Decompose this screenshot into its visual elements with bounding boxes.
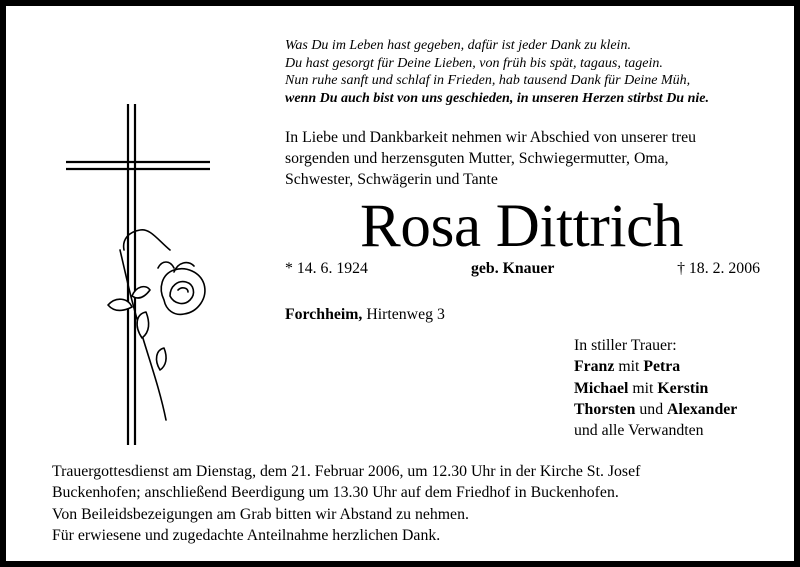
- cross-with-rose-icon: [62, 100, 242, 450]
- maiden-name: geb. Knauer: [471, 260, 555, 277]
- mourner-name: Franz: [574, 358, 615, 376]
- mourner-name: Petra: [643, 358, 681, 376]
- address-street: Hirtenweg 3: [366, 306, 445, 323]
- death-date: † 18. 2. 2006: [677, 260, 760, 277]
- mourner-row: [574, 378, 737, 399]
- mourner-name: Alexander: [667, 400, 738, 418]
- poem-line-bold: wenn Du auch bist von uns geschieden, in unseren Herzen stirbst Du nie.: [285, 90, 709, 106]
- service-info: [52, 461, 640, 546]
- footer-line: Buckenhofen; anschließend Beerdigung um 13.30 Uhr auf dem Friedhof in Buckenhofen.: [52, 484, 619, 502]
- poem-line: Was Du im Leben hast gegeben, dafür ist jeder Dank zu klein.: [285, 38, 631, 53]
- deceased-name: Rosa Dittrich: [360, 193, 684, 260]
- mourner-name: Kerstin: [657, 379, 709, 397]
- mourners-list: [574, 335, 737, 441]
- intro-line: sorgenden und herzensguten Mutter, Schwiegermutter, Oma,: [285, 150, 669, 167]
- poem-line: Nun ruhe sanft und schlaf in Frieden, hab tausend Dank für Deine Müh,: [285, 73, 691, 89]
- mourners-closing: und alle Verwandten: [574, 422, 704, 440]
- mourner-name: Thorsten: [574, 400, 636, 418]
- footer-line: Trauergottesdienst am Dienstag, dem 21. Februar 2006, um 12.30 Uhr in der Kirche St. Josef: [52, 463, 641, 480]
- mourner-conj: und: [639, 400, 664, 418]
- mourner-conj: mit: [618, 358, 640, 376]
- intro-text: [285, 127, 760, 190]
- mourner-row: [574, 356, 737, 377]
- address: [285, 304, 445, 326]
- poem-line: Du hast gesorgt für Deine Lieben, von früh bis spät, tagaus, tagein.: [285, 55, 663, 71]
- poem-line: [285, 90, 709, 108]
- poem: [285, 37, 709, 107]
- mourner-row: [574, 399, 737, 420]
- footer-line: Von Beileidsbezeigungen am Grab bitten wir Abstand zu nehmen.: [52, 505, 469, 523]
- address-city: Forchheim,: [285, 306, 363, 323]
- mourners-heading: In stiller Trauer:: [574, 337, 677, 354]
- life-dates: [285, 258, 760, 280]
- mourner-conj: mit: [632, 379, 654, 397]
- intro-line: In Liebe und Dankbarkeit nehmen wir Abschied von unserer treu: [285, 129, 697, 146]
- intro-line: Schwester, Schwägerin und Tante: [285, 171, 498, 188]
- birth-date: * 14. 6. 1924: [285, 260, 368, 277]
- footer-line: Für erwiesene und zugedachte Anteilnahme herzlichen Dank.: [52, 526, 441, 544]
- mourner-name: Michael: [574, 379, 629, 397]
